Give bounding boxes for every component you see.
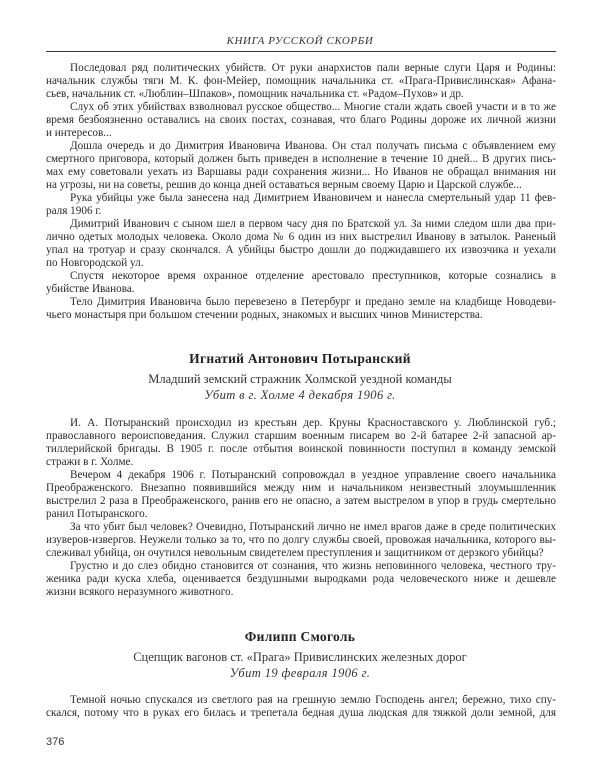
page-number: 376 <box>46 736 65 748</box>
section-text-block <box>46 417 556 599</box>
text-line: сьев, начальник ст. «Люблин–Шпаков», помощник начальника ст. «Радом–Пухов» и др. <box>46 87 464 100</box>
paragraph <box>46 218 556 270</box>
section-text-block <box>46 694 556 720</box>
text-line: Слух об этих убийствах взволновал русское общество... Многие стали ждать своей участи и в то же <box>70 100 556 113</box>
text-line: время безбоязненно оставались на своих постах, сознавая, что благо Родины дороже их личной жизни <box>46 113 556 126</box>
text-line: чьего монастыря при большом стечении родных, знакомых и высших чинов Министерства. <box>46 308 483 321</box>
text-line: убийстве Иванова. <box>46 282 135 295</box>
text-line: начальник службы тяги М. К. фон-Мейер, помощник начальника ст. «Прага-Привислинская» Афана- <box>46 74 556 87</box>
text-line: Спустя некоторое время охранное отделение арестовало преступников, которые сознались в <box>70 269 556 282</box>
text-line: жизни всякого неразумного животного. <box>46 585 234 598</box>
section-heading-role: Младший земский стражник Холмской уездной команды <box>148 372 452 386</box>
text-line: ранил Потыранского. <box>46 507 148 520</box>
section-heading-name: Филипп Смоголь <box>244 629 356 644</box>
text-line: Тело Димитрия Ивановича было перевезено в Петербург и предано земле на кладбище Новодеви- <box>70 295 556 308</box>
text-line: смертного приговора, который должен быть приведен в исполнение в течение 10 дней... В других пись- <box>46 152 556 165</box>
running-head: КНИГА РУССКОЙ СКОРБИ <box>226 35 374 47</box>
paragraph <box>46 192 556 218</box>
paragraph <box>46 694 556 720</box>
paragraph <box>46 469 556 521</box>
text-line: упал на тротуар и сразу скончался. А убийцы быстро дошли до поджидавшего их извозчика и уехали <box>46 243 556 256</box>
text-line: скался, потому что в руках его билась и трепетала бедная душа людская для тяжкой доли земной, для <box>46 706 556 719</box>
text-line: И. А. Потыранский происходил из крестьян дер. Круны Красноставского у. Люблинской губ.; <box>70 416 556 429</box>
paragraph <box>46 560 556 599</box>
text-line: мах ему советовали уехать из Варшавы ради сохранения жизни... Но Иванов не обращал внимания ни <box>46 165 556 178</box>
header-rule <box>46 51 556 52</box>
paragraph <box>46 62 556 101</box>
text-line: За что убит был человек? Очевидно, Потыранский лично не имел врагов даже в среде политических <box>70 520 556 533</box>
section-heading-death: Убит в г. Холме 4 декабря 1906 г. <box>204 388 396 402</box>
text-line: Преображенского. Внезапно появившийся между ним и начальником неизвестный злоумышленник <box>46 481 556 494</box>
section-heading-name: Игнатий Антонович Потыранский <box>189 351 411 366</box>
paragraph <box>46 296 556 322</box>
text-line: и интересов... <box>46 126 112 139</box>
text-line: Рука убийцы уже была занесена над Димитрием Ивановичем и нанесла смертельный удар 11 фев- <box>70 191 556 204</box>
text-line: лично одетых молодых человека. Около дома № 6 один из них выстрелил Иванову в затылок. Раненый <box>46 230 556 243</box>
text-line: Грустно и до слез обидно становится от сознания, что жизнь неповинного человека, честного тру- <box>70 559 556 572</box>
text-line: тиллерийской бригады. В 1905 г. после отбытия воинской повинности поступил в команду земской <box>46 442 556 455</box>
text-line: Димитрий Иванович с сыном шел в первом часу дня по Братской ул. За ними следом шли два при- <box>70 217 556 230</box>
text-line: Дошла очередь и до Димитрия Ивановича Иванова. Он стал получать письма с объявлением ему <box>70 139 556 152</box>
text-line: по Новгородской ул. <box>46 256 144 269</box>
paragraph <box>46 417 556 469</box>
text-line: женика ради куска хлеба, оценивается бездушными выродками рода человеческого ниже и дешевле <box>46 572 556 585</box>
text-line: на угрозы, ни на советы, решив до конца дней оставаться верным своему Царю и Царской службе... <box>46 178 522 191</box>
text-line: стражи в г. Холме. <box>46 455 134 468</box>
section-heading-role: Сцепщик вагонов ст. «Прага» Привислинских железных дорог <box>133 650 467 664</box>
paragraph <box>46 270 556 296</box>
text-line: раля 1906 г. <box>46 204 102 217</box>
text-line: Вечером 4 декабря 1906 г. Потыранский сопровождал в уездное управление своего начальника <box>70 468 556 481</box>
section-heading-death: Убит 19 февраля 1906 г. <box>229 666 371 680</box>
text-line: выстрелил 2 раза в Преображенского, ранив его не опасно, а затем выстрелом в упор в грудь смертельно <box>46 494 556 507</box>
paragraph <box>46 101 556 140</box>
text-line: Темной ночью спускался из светлого рая на грешную землю Господень ангел; бережно, тихо спу- <box>70 693 556 706</box>
text-line: православного вероисповедания. Служил старшим военным писарем во 2-й батарее 2-й запасной ар- <box>46 429 556 442</box>
text-line: изуверов-извергов. Неужели только за то, что по долгу службы своей, провожая начальника, которого вы- <box>46 533 556 546</box>
text-line: Последовал ряд политических убийств. От руки анархистов пали верные слуги Царя и Родины: <box>70 61 556 74</box>
paragraph <box>46 140 556 192</box>
paragraph <box>46 521 556 560</box>
intro-text-block <box>46 62 556 322</box>
text-line: слеживал убийца, он очутился невольным свидетелем преступления и защитником от дерзкого убийцы? <box>46 546 544 559</box>
